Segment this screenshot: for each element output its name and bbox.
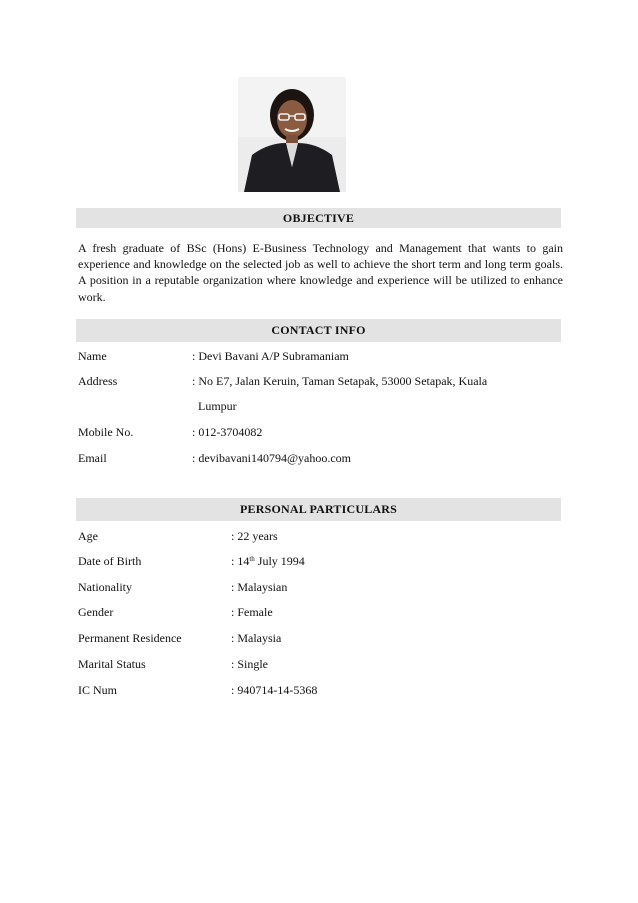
ic-label: IC Num xyxy=(78,683,117,697)
gender-value: : Female xyxy=(231,605,273,619)
marital-value: : Single xyxy=(231,657,269,671)
email-label: Email xyxy=(78,451,107,465)
residence-value: : Malaysia xyxy=(231,631,282,645)
age-value: : 22 years xyxy=(231,529,278,543)
personal-particulars-header: PERSONAL PARTICULARS xyxy=(76,498,561,521)
dob-label: Date of Birth xyxy=(78,554,142,568)
mobile-label: Mobile No. xyxy=(78,425,134,439)
age-label: Age xyxy=(78,529,98,543)
marital-label: Marital Status xyxy=(78,657,146,671)
name-value: : Devi Bavani A/P Subramaniam xyxy=(192,349,349,363)
mobile-value: : 012-3704082 xyxy=(192,425,263,439)
contact-info-header: CONTACT INFO xyxy=(76,319,561,342)
dob-day: : 14 xyxy=(231,554,250,568)
nationality-label: Nationality xyxy=(78,580,132,594)
dob-value xyxy=(231,553,305,569)
dob-month-year: July 1994 xyxy=(254,554,305,568)
ic-value: : 940714-14-5368 xyxy=(231,683,318,697)
gender-label: Gender xyxy=(78,605,114,619)
nationality-value: : Malaysian xyxy=(231,580,288,594)
address-value-line1: : No E7, Jalan Keruin, Taman Setapak, 53000 Setapak, Kuala xyxy=(192,374,488,388)
dob-ordinal: th xyxy=(249,555,255,563)
profile-photo xyxy=(238,77,346,192)
address-label: Address xyxy=(78,374,118,388)
address-value-line2: Lumpur xyxy=(198,399,237,413)
email-value: : devibavani140794@yahoo.com xyxy=(192,451,352,465)
objective-text: A fresh graduate of BSc (Hons) E-Business Technology and Management that wants to gain experience and knowledge on the selected job as well to achieve the short term and long term goals. A position in a reputable organization where knowledge and experience will be utilized to enhance work. xyxy=(78,241,563,304)
residence-label: Permanent Residence xyxy=(78,631,182,645)
name-label: Name xyxy=(78,349,107,363)
portrait-image xyxy=(238,77,346,192)
objective-header: OBJECTIVE xyxy=(76,208,561,228)
